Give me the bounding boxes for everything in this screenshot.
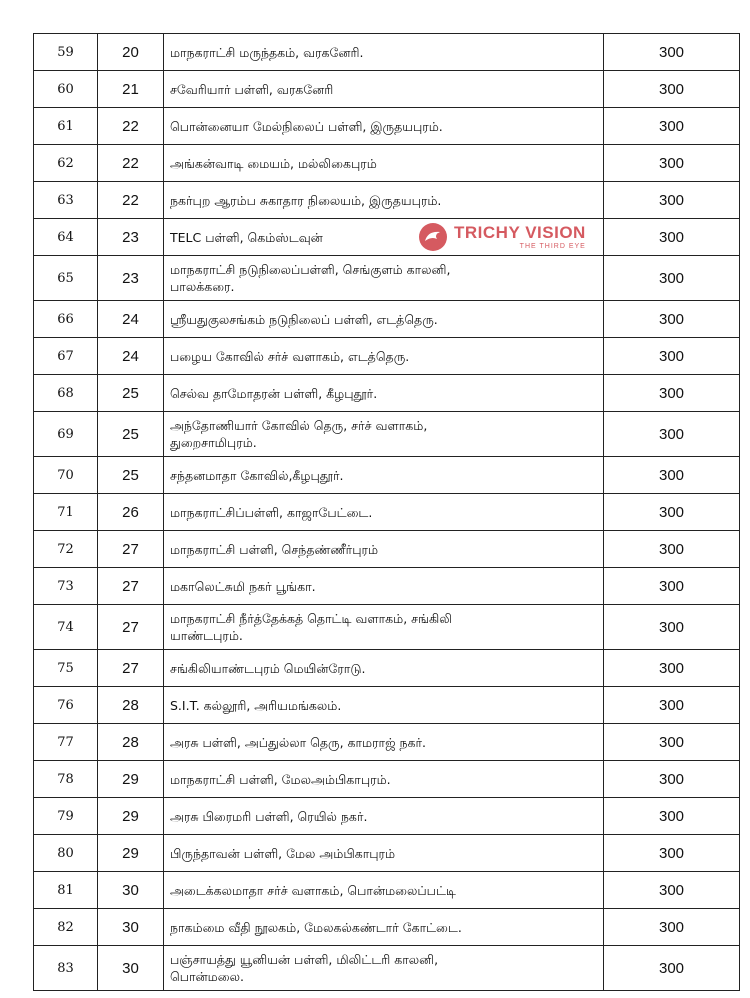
location-cell: பொன்னையா மேல்நிலைப் பள்ளி, இருதயபுரம். bbox=[164, 108, 604, 145]
count-cell: 300 bbox=[604, 494, 740, 531]
count-cell: 300 bbox=[604, 650, 740, 687]
location-cell: பிருந்தாவன் பள்ளி, மேல அம்பிகாபுரம் bbox=[164, 835, 604, 872]
location-cell: மகாலெட்சுமி நகர் பூங்கா. bbox=[164, 568, 604, 605]
location-cell: நாகம்மை வீதி நூலகம், மேலகல்கண்டார் கோட்டை. bbox=[164, 909, 604, 946]
count-cell: 300 bbox=[604, 375, 740, 412]
ward-number-cell: 28 bbox=[98, 687, 164, 724]
ward-number-cell: 29 bbox=[98, 835, 164, 872]
serial-number-cell: 73 bbox=[34, 568, 98, 605]
ward-number-cell: 26 bbox=[98, 494, 164, 531]
table-row bbox=[34, 761, 740, 798]
ward-number-cell: 27 bbox=[98, 568, 164, 605]
serial-number-cell: 77 bbox=[34, 724, 98, 761]
count-cell: 300 bbox=[604, 568, 740, 605]
location-cell: சவேரியார் பள்ளி, வரகனேரி bbox=[164, 71, 604, 108]
table-row bbox=[34, 457, 740, 494]
table-row bbox=[34, 219, 740, 256]
table-row bbox=[34, 182, 740, 219]
ward-number-cell: 21 bbox=[98, 71, 164, 108]
table-row bbox=[34, 108, 740, 145]
table-row bbox=[34, 798, 740, 835]
location-cell: S.I.T. கல்லூரி, அரியமங்கலம். bbox=[164, 687, 604, 724]
location-cell: அரசு பிரைமரி பள்ளி, ரெயில் நகர். bbox=[164, 798, 604, 835]
location-cell: அங்கன்வாடி மையம், மல்லிகைபுரம் bbox=[164, 145, 604, 182]
count-cell: 300 bbox=[604, 256, 740, 301]
count-cell: 300 bbox=[604, 724, 740, 761]
serial-number-cell: 68 bbox=[34, 375, 98, 412]
serial-number-cell: 64 bbox=[34, 219, 98, 256]
ward-number-cell: 24 bbox=[98, 301, 164, 338]
ward-number-cell: 30 bbox=[98, 946, 164, 991]
location-cell: செல்வ தாமோதரன் பள்ளி, கீழபுதூர். bbox=[164, 375, 604, 412]
count-cell: 300 bbox=[604, 946, 740, 991]
table-row bbox=[34, 145, 740, 182]
location-cell: அரசு பள்ளி, அப்துல்லா தெரு, காமராஜ் நகர். bbox=[164, 724, 604, 761]
ward-number-cell: 20 bbox=[98, 34, 164, 71]
count-cell: 300 bbox=[604, 71, 740, 108]
location-cell: பழைய கோவில் சர்ச் வளாகம், எடத்தெரு. bbox=[164, 338, 604, 375]
serial-number-cell: 60 bbox=[34, 71, 98, 108]
ward-number-cell: 22 bbox=[98, 145, 164, 182]
table-row bbox=[34, 256, 740, 301]
serial-number-cell: 81 bbox=[34, 872, 98, 909]
serial-number-cell: 59 bbox=[34, 34, 98, 71]
table-row bbox=[34, 872, 740, 909]
ward-number-cell: 22 bbox=[98, 182, 164, 219]
location-cell: நகர்புற ஆரம்ப சுகாதார நிலையம், இருதயபுரம். bbox=[164, 182, 604, 219]
location-cell: மாநகராட்சி மருந்தகம், வரகனேரி. bbox=[164, 34, 604, 71]
ward-number-cell: 29 bbox=[98, 798, 164, 835]
serial-number-cell: 72 bbox=[34, 531, 98, 568]
ward-number-cell: 24 bbox=[98, 338, 164, 375]
ward-number-cell: 25 bbox=[98, 412, 164, 457]
table-row bbox=[34, 338, 740, 375]
table-body bbox=[34, 34, 740, 991]
count-cell: 300 bbox=[604, 182, 740, 219]
watermark-tagline: THE THIRD EYE bbox=[519, 242, 586, 250]
serial-number-cell: 66 bbox=[34, 301, 98, 338]
serial-number-cell: 69 bbox=[34, 412, 98, 457]
table-row bbox=[34, 494, 740, 531]
serial-number-cell: 71 bbox=[34, 494, 98, 531]
serial-number-cell: 62 bbox=[34, 145, 98, 182]
ward-number-cell: 27 bbox=[98, 605, 164, 650]
ward-number-cell: 25 bbox=[98, 375, 164, 412]
serial-number-cell: 70 bbox=[34, 457, 98, 494]
count-cell: 300 bbox=[604, 301, 740, 338]
location-cell: மாநகராட்சி பள்ளி, மேலஅம்பிகாபுரம். bbox=[164, 761, 604, 798]
table-row bbox=[34, 301, 740, 338]
count-cell: 300 bbox=[604, 338, 740, 375]
ward-number-cell: 23 bbox=[98, 256, 164, 301]
table-row bbox=[34, 71, 740, 108]
count-cell: 300 bbox=[604, 605, 740, 650]
count-cell: 300 bbox=[604, 872, 740, 909]
count-cell: 300 bbox=[604, 457, 740, 494]
count-cell: 300 bbox=[604, 687, 740, 724]
count-cell: 300 bbox=[604, 531, 740, 568]
count-cell: 300 bbox=[604, 145, 740, 182]
ward-number-cell: 30 bbox=[98, 909, 164, 946]
table-row bbox=[34, 946, 740, 991]
table-row bbox=[34, 835, 740, 872]
table-row bbox=[34, 650, 740, 687]
location-cell: மாநகராட்சி பள்ளி, செந்தண்ணீர்புரம் bbox=[164, 531, 604, 568]
serial-number-cell: 74 bbox=[34, 605, 98, 650]
ward-number-cell: 30 bbox=[98, 872, 164, 909]
serial-number-cell: 83 bbox=[34, 946, 98, 991]
table-row bbox=[34, 531, 740, 568]
serial-number-cell: 63 bbox=[34, 182, 98, 219]
watermark-brand: TRICHY VISION bbox=[454, 222, 586, 242]
location-cell: மாநகராட்சிப்பள்ளி, காஜாபேட்டை. bbox=[164, 494, 604, 531]
location-cell: அந்தோணியார் கோவில் தெரு, சர்ச் வளாகம், துறைசாமிபுரம். bbox=[164, 412, 604, 457]
serial-number-cell: 79 bbox=[34, 798, 98, 835]
location-cell: TELC பள்ளி, கெம்ஸ்டவுன் bbox=[164, 219, 604, 256]
serial-number-cell: 80 bbox=[34, 835, 98, 872]
ward-number-cell: 27 bbox=[98, 531, 164, 568]
ward-number-cell: 29 bbox=[98, 761, 164, 798]
ward-number-cell: 28 bbox=[98, 724, 164, 761]
location-cell: மாநகராட்சி நடுநிலைப்பள்ளி, செங்குளம் காலனி, பாலக்கரை. bbox=[164, 256, 604, 301]
location-cell: ஸ்ரீயதுகுலசங்கம் நடுநிலைப் பள்ளி, எடத்தெரு. bbox=[164, 301, 604, 338]
distribution-table bbox=[33, 33, 740, 991]
table-row bbox=[34, 605, 740, 650]
location-cell: மாநகராட்சி நீர்த்தேக்கத் தொட்டி வளாகம், சங்கிலி யாண்டபுரம். bbox=[164, 605, 604, 650]
table-row bbox=[34, 375, 740, 412]
serial-number-cell: 76 bbox=[34, 687, 98, 724]
table-row bbox=[34, 687, 740, 724]
serial-number-cell: 82 bbox=[34, 909, 98, 946]
table-row bbox=[34, 34, 740, 71]
document-page bbox=[33, 33, 723, 991]
ward-number-cell: 27 bbox=[98, 650, 164, 687]
count-cell: 300 bbox=[604, 761, 740, 798]
location-cell: சங்கிலியாண்டபுரம் மெயின்ரோடு. bbox=[164, 650, 604, 687]
table-row bbox=[34, 568, 740, 605]
table-row bbox=[34, 412, 740, 457]
serial-number-cell: 67 bbox=[34, 338, 98, 375]
ward-number-cell: 25 bbox=[98, 457, 164, 494]
ward-number-cell: 22 bbox=[98, 108, 164, 145]
ward-number-cell: 23 bbox=[98, 219, 164, 256]
table-row bbox=[34, 724, 740, 761]
serial-number-cell: 75 bbox=[34, 650, 98, 687]
serial-number-cell: 65 bbox=[34, 256, 98, 301]
serial-number-cell: 78 bbox=[34, 761, 98, 798]
count-cell: 300 bbox=[604, 835, 740, 872]
count-cell: 300 bbox=[604, 798, 740, 835]
location-cell: அடைக்கலமாதா சர்ச் வளாகம், பொன்மலைப்பட்டி bbox=[164, 872, 604, 909]
location-cell: சந்தனமாதா கோவில்,கீழபுதூர். bbox=[164, 457, 604, 494]
count-cell: 300 bbox=[604, 34, 740, 71]
location-cell: பஞ்சாயத்து யூனியன் பள்ளி, மிலிட்டரி காலனி, பொன்மலை. bbox=[164, 946, 604, 991]
count-cell: 300 bbox=[604, 412, 740, 457]
count-cell: 300 bbox=[604, 219, 740, 256]
count-cell: 300 bbox=[604, 909, 740, 946]
count-cell: 300 bbox=[604, 108, 740, 145]
table-row bbox=[34, 909, 740, 946]
serial-number-cell: 61 bbox=[34, 108, 98, 145]
